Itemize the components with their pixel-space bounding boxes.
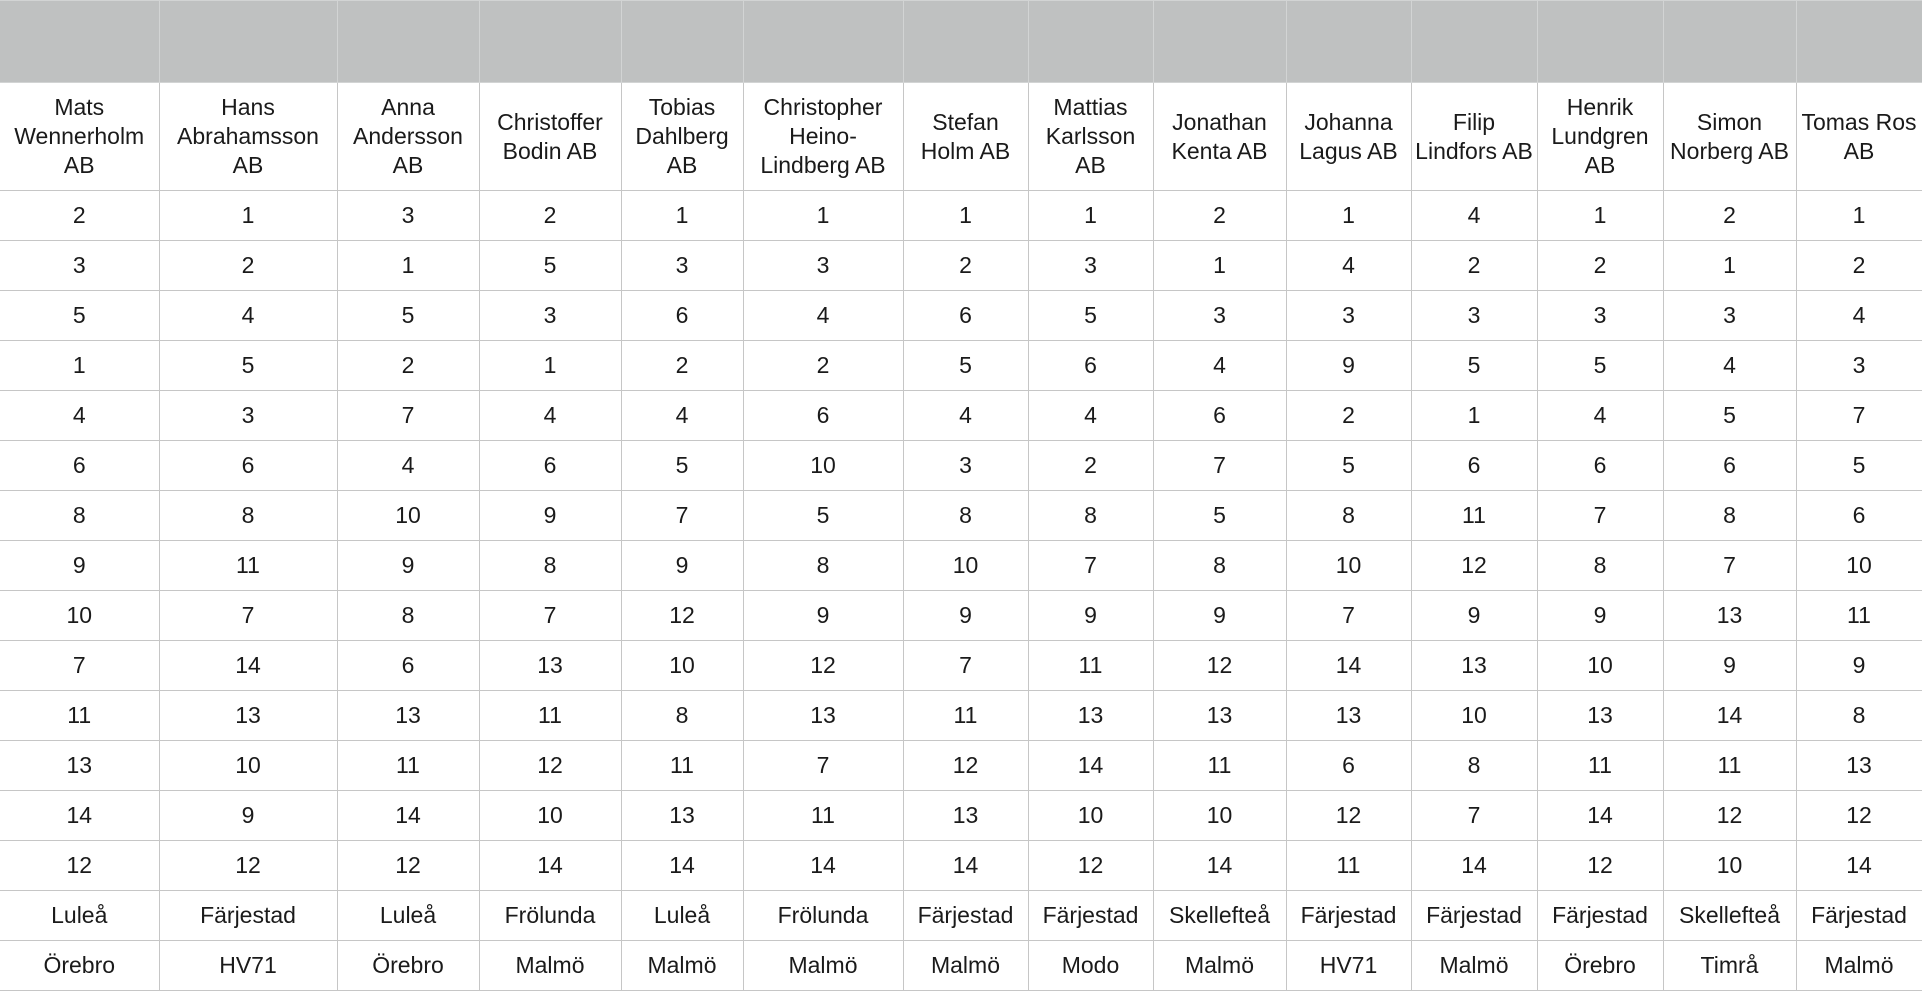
table-cell[interactable]: HV71 [159,941,337,991]
table-cell[interactable]: 5 [1537,341,1663,391]
table-cell[interactable]: 14 [743,841,903,891]
table-cell[interactable]: 1 [1286,191,1411,241]
table-cell[interactable]: 10 [159,741,337,791]
column-header-cell[interactable] [903,1,1028,83]
table-cell[interactable]: 7 [159,591,337,641]
table-row [0,241,1922,291]
table-cell[interactable]: Luleå [0,891,159,941]
table-cell[interactable]: 1 [621,191,743,241]
table-cell[interactable]: 13 [479,641,621,691]
table-cell[interactable]: 5 [903,341,1028,391]
table-row [0,891,1922,941]
table-cell[interactable]: 14 [1663,691,1796,741]
table-cell[interactable]: Färjestad [1411,891,1537,941]
table-cell[interactable]: 12 [621,591,743,641]
table-cell[interactable]: 5 [1153,491,1286,541]
table-cell[interactable]: 13 [1411,641,1537,691]
table-cell[interactable]: Malmö [1796,941,1922,991]
table-cell[interactable]: 4 [903,391,1028,441]
table-cell[interactable]: 8 [1537,541,1663,591]
table-cell[interactable]: 11 [337,741,479,791]
table-cell[interactable]: Timrå [1663,941,1796,991]
table-cell[interactable]: 7 [1286,591,1411,641]
table-cell[interactable]: 2 [159,241,337,291]
table-cell[interactable]: 12 [0,841,159,891]
table-cell[interactable]: 14 [1286,641,1411,691]
table-cell[interactable]: 9 [1796,641,1922,691]
header-cell[interactable]: Henrik Lundgren AB [1537,83,1663,191]
table-cell[interactable]: 8 [621,691,743,741]
table-cell[interactable]: 12 [1411,541,1537,591]
table-cell[interactable]: 6 [1153,391,1286,441]
table-cell[interactable]: 5 [159,341,337,391]
header-row [0,83,1922,191]
table-row [0,291,1922,341]
table-cell[interactable]: 11 [743,791,903,841]
table-cell[interactable]: 4 [479,391,621,441]
table-cell[interactable]: 11 [621,741,743,791]
column-header-cell[interactable] [621,1,743,83]
table-cell[interactable]: 13 [903,791,1028,841]
table-cell[interactable]: 1 [159,191,337,241]
table-cell[interactable]: 6 [479,441,621,491]
table-cell[interactable]: 5 [1411,341,1537,391]
table-cell[interactable]: 4 [1411,191,1537,241]
header-cell[interactable]: Johanna Lagus AB [1286,83,1411,191]
table-cell[interactable]: 9 [1153,591,1286,641]
table-cell[interactable]: 3 [1028,241,1153,291]
column-header-cell[interactable] [1537,1,1663,83]
table-cell[interactable]: 9 [159,791,337,841]
table-cell[interactable]: 6 [743,391,903,441]
table-cell[interactable]: 10 [1411,691,1537,741]
table-cell[interactable]: Malmö [903,941,1028,991]
table-cell[interactable]: 7 [0,641,159,691]
column-header-band [0,1,1922,83]
table-cell[interactable]: 6 [1411,441,1537,491]
table-row [0,791,1922,841]
table-cell[interactable]: 7 [1028,541,1153,591]
table-cell[interactable]: 1 [337,241,479,291]
table-cell[interactable]: 9 [479,491,621,541]
table-cell[interactable]: 5 [1286,441,1411,491]
table-cell[interactable]: 1 [0,341,159,391]
table-cell[interactable]: 9 [0,541,159,591]
table-cell[interactable]: 6 [1663,441,1796,491]
table-cell[interactable]: 10 [621,641,743,691]
table-cell[interactable]: 5 [1796,441,1922,491]
table-cell[interactable]: 8 [479,541,621,591]
table-cell[interactable]: 6 [621,291,743,341]
table-cell[interactable]: 11 [1537,741,1663,791]
table-cell[interactable]: 1 [903,191,1028,241]
table-cell[interactable]: Frölunda [743,891,903,941]
table-cell[interactable]: 8 [1411,741,1537,791]
table-cell[interactable]: 3 [621,241,743,291]
table-cell[interactable]: 9 [621,541,743,591]
table-cell[interactable]: 6 [337,641,479,691]
table-cell[interactable]: 3 [0,241,159,291]
table-cell[interactable]: Frölunda [479,891,621,941]
table-cell[interactable]: 9 [743,591,903,641]
table-cell[interactable]: 14 [1028,741,1153,791]
table-cell[interactable]: Malmö [479,941,621,991]
column-header-cell[interactable] [1286,1,1411,83]
table-cell[interactable]: 13 [1153,691,1286,741]
table-cell[interactable]: Färjestad [1796,891,1922,941]
table-cell[interactable]: 6 [1796,491,1922,541]
table-cell[interactable]: 7 [1411,791,1537,841]
table-cell[interactable]: 14 [621,841,743,891]
table-cell[interactable]: 7 [1153,441,1286,491]
table-cell[interactable]: 4 [0,391,159,441]
table-cell[interactable]: 1 [1411,391,1537,441]
table-cell[interactable]: 8 [1796,691,1922,741]
table-cell[interactable]: 12 [1796,791,1922,841]
table-cell[interactable]: 4 [1028,391,1153,441]
table-cell[interactable]: 3 [479,291,621,341]
table-cell[interactable]: 5 [621,441,743,491]
table-cell[interactable]: 14 [159,641,337,691]
table-cell[interactable]: 11 [479,691,621,741]
table-cell[interactable]: 14 [903,841,1028,891]
column-header-cell[interactable] [0,1,159,83]
table-cell[interactable]: 7 [903,641,1028,691]
table-cell[interactable]: 5 [1028,291,1153,341]
table-cell[interactable]: Örebro [337,941,479,991]
table-cell[interactable]: 10 [0,591,159,641]
table-cell[interactable]: 1 [743,191,903,241]
table-cell[interactable]: 13 [0,741,159,791]
table-cell[interactable]: 12 [1153,641,1286,691]
table-cell[interactable]: Skellefteå [1153,891,1286,941]
table-cell[interactable]: 11 [159,541,337,591]
table-cell[interactable]: 10 [903,541,1028,591]
table-cell[interactable]: 12 [1537,841,1663,891]
table-cell[interactable]: 2 [479,191,621,241]
table-cell[interactable]: 10 [743,441,903,491]
table-row [0,641,1922,691]
header-cell[interactable]: Christoffer Bodin AB [479,83,621,191]
table-row [0,541,1922,591]
table-cell[interactable]: 4 [621,391,743,441]
table-cell[interactable]: 13 [337,691,479,741]
table-cell[interactable]: Färjestad [903,891,1028,941]
column-header-cell[interactable] [1411,1,1537,83]
table-cell[interactable]: 4 [1153,341,1286,391]
table-cell[interactable]: 3 [337,191,479,241]
table-cell[interactable]: 14 [1153,841,1286,891]
table-cell[interactable]: 6 [1286,741,1411,791]
column-header-cell[interactable] [1796,1,1922,83]
table-cell[interactable]: 5 [743,491,903,541]
table-cell[interactable]: Malmö [1153,941,1286,991]
table-cell[interactable]: 7 [621,491,743,541]
table-cell[interactable]: 11 [1796,591,1922,641]
table-cell[interactable]: 10 [1153,791,1286,841]
table-cell[interactable]: 13 [1286,691,1411,741]
table-cell[interactable]: 5 [1663,391,1796,441]
table-cell[interactable]: 6 [1537,441,1663,491]
table-cell[interactable]: 11 [0,691,159,741]
table-row [0,491,1922,541]
table-cell[interactable]: 8 [1286,491,1411,541]
header-cell[interactable]: Christopher Heino-Lindberg AB [743,83,903,191]
table-cell[interactable]: 10 [1796,541,1922,591]
table-cell[interactable]: 5 [337,291,479,341]
table-cell[interactable]: 13 [1796,741,1922,791]
table-cell[interactable]: 7 [743,741,903,791]
column-header-cell[interactable] [743,1,903,83]
table-cell[interactable]: 3 [1286,291,1411,341]
table-cell[interactable]: 2 [1663,191,1796,241]
header-cell[interactable]: Anna Andersson AB [337,83,479,191]
table-cell[interactable]: 3 [1411,291,1537,341]
header-cell[interactable]: Mattias Karlsson AB [1028,83,1153,191]
table-cell[interactable]: 3 [159,391,337,441]
table-cell[interactable]: 6 [0,441,159,491]
table-cell[interactable]: 9 [1411,591,1537,641]
table-cell[interactable]: 12 [743,641,903,691]
table-cell[interactable]: 12 [337,841,479,891]
table-cell[interactable]: 6 [1028,341,1153,391]
table-cell[interactable]: 6 [159,441,337,491]
table-cell[interactable]: 11 [1411,491,1537,541]
table-cell[interactable]: 14 [1537,791,1663,841]
table-cell[interactable]: 1 [1153,241,1286,291]
table-cell[interactable]: 9 [1028,591,1153,641]
column-header-cell[interactable] [337,1,479,83]
table-cell[interactable]: 8 [743,541,903,591]
table-cell[interactable]: 14 [1411,841,1537,891]
column-header-cell[interactable] [1153,1,1286,83]
table-cell[interactable]: 5 [0,291,159,341]
table-cell[interactable]: 9 [903,591,1028,641]
table-row [0,391,1922,441]
table-cell[interactable]: 13 [159,691,337,741]
table-cell[interactable]: 11 [1663,741,1796,791]
table-cell[interactable]: 10 [337,491,479,541]
table-cell[interactable]: 8 [0,491,159,541]
table-cell[interactable]: 13 [1537,691,1663,741]
column-header-cell[interactable] [1028,1,1153,83]
table-cell[interactable]: Luleå [621,891,743,941]
column-header-cell[interactable] [159,1,337,83]
table-cell[interactable]: 8 [337,591,479,641]
table-cell[interactable]: 4 [1663,341,1796,391]
table-cell[interactable]: 3 [743,241,903,291]
table-cell[interactable]: 4 [743,291,903,341]
table-cell[interactable]: 2 [1796,241,1922,291]
table-cell[interactable]: 3 [1663,291,1796,341]
table-cell[interactable]: 8 [1663,491,1796,541]
table-cell[interactable]: Färjestad [159,891,337,941]
table-cell[interactable]: 11 [903,691,1028,741]
table-row [0,591,1922,641]
table-cell[interactable]: 10 [479,791,621,841]
table-row [0,741,1922,791]
table-cell[interactable]: 2 [1153,191,1286,241]
table-cell[interactable]: 7 [337,391,479,441]
table-cell[interactable]: 2 [1537,241,1663,291]
table-cell[interactable]: HV71 [1286,941,1411,991]
table-cell[interactable]: 11 [1286,841,1411,891]
table-row [0,691,1922,741]
table-cell[interactable]: 8 [1153,541,1286,591]
table-cell[interactable]: 1 [1663,241,1796,291]
table-cell[interactable]: 10 [1537,641,1663,691]
table-cell[interactable]: 2 [1028,441,1153,491]
table-cell[interactable]: 6 [903,291,1028,341]
table-cell[interactable]: 12 [903,741,1028,791]
table-cell[interactable]: 2 [0,191,159,241]
table-cell[interactable]: 10 [1028,791,1153,841]
table-cell[interactable]: Modo [1028,941,1153,991]
table-cell[interactable]: 3 [903,441,1028,491]
table-cell[interactable]: Örebro [1537,941,1663,991]
table-cell[interactable]: 1 [1537,191,1663,241]
table-cell[interactable]: 4 [1537,391,1663,441]
table-cell[interactable]: 11 [1028,641,1153,691]
table-cell[interactable]: 4 [1286,241,1411,291]
table-cell[interactable]: Skellefteå [1663,891,1796,941]
header-cell[interactable]: Mats Wennerholm AB [0,83,159,191]
table-cell[interactable]: Örebro [0,941,159,991]
table-row [0,941,1922,991]
table-cell[interactable]: 14 [337,791,479,841]
table-cell[interactable]: 11 [1153,741,1286,791]
table-cell[interactable]: 7 [1796,391,1922,441]
table-cell[interactable]: 7 [479,591,621,641]
table-cell[interactable]: Färjestad [1028,891,1153,941]
table-cell[interactable]: 2 [1411,241,1537,291]
table-row [0,841,1922,891]
table-cell[interactable]: 12 [1663,791,1796,841]
table-cell[interactable]: 1 [1796,191,1922,241]
table-cell[interactable]: Malmö [621,941,743,991]
table-cell[interactable]: 12 [479,741,621,791]
table-cell[interactable]: 3 [1153,291,1286,341]
header-cell[interactable]: Tobias Dahlberg AB [621,83,743,191]
table-cell[interactable]: Malmö [743,941,903,991]
table-cell[interactable]: 2 [903,241,1028,291]
table-cell[interactable]: 8 [1028,491,1153,541]
table-cell[interactable]: 8 [159,491,337,541]
table-cell[interactable]: 13 [1028,691,1153,741]
table-cell[interactable]: 9 [1663,641,1796,691]
header-cell[interactable]: Jonathan Kenta AB [1153,83,1286,191]
table-cell[interactable]: 5 [479,241,621,291]
header-cell[interactable]: Simon Norberg AB [1663,83,1796,191]
table-cell[interactable]: 14 [1796,841,1922,891]
header-cell[interactable]: Hans Abrahamsson AB [159,83,337,191]
table-cell[interactable]: 12 [1028,841,1153,891]
table-cell[interactable]: 4 [159,291,337,341]
table-cell[interactable]: 2 [743,341,903,391]
table-cell[interactable]: 3 [1796,341,1922,391]
table-cell[interactable]: 7 [1537,491,1663,541]
table-cell[interactable]: 14 [479,841,621,891]
header-cell[interactable]: Tomas Ros AB [1796,83,1922,191]
table-cell[interactable]: 9 [1537,591,1663,641]
table-row [0,341,1922,391]
table-cell[interactable]: Färjestad [1537,891,1663,941]
header-cell[interactable]: Filip Lindfors AB [1411,83,1537,191]
table-cell[interactable]: 12 [159,841,337,891]
table-cell[interactable]: 7 [1663,541,1796,591]
table-cell[interactable]: Luleå [337,891,479,941]
table-cell[interactable]: 10 [1663,841,1796,891]
table-cell[interactable]: 9 [337,541,479,591]
table-cell[interactable]: 13 [1663,591,1796,641]
table-cell[interactable]: 2 [621,341,743,391]
table-cell[interactable]: Malmö [1411,941,1537,991]
table-cell[interactable]: 13 [743,691,903,741]
table-cell[interactable]: 9 [1286,341,1411,391]
table-cell[interactable]: 1 [479,341,621,391]
table-cell[interactable]: 14 [0,791,159,841]
table-cell[interactable]: 1 [1028,191,1153,241]
table-cell[interactable]: 13 [621,791,743,841]
table-cell[interactable]: 10 [1286,541,1411,591]
table-row [0,441,1922,491]
column-header-cell[interactable] [479,1,621,83]
table-cell[interactable]: 3 [1537,291,1663,341]
column-header-cell[interactable] [1663,1,1796,83]
table-cell[interactable]: 2 [337,341,479,391]
table-cell[interactable]: 2 [1286,391,1411,441]
table-cell[interactable]: 4 [1796,291,1922,341]
table-cell[interactable]: 8 [903,491,1028,541]
table-row [0,191,1922,241]
table-cell[interactable]: 12 [1286,791,1411,841]
table-cell[interactable]: 4 [337,441,479,491]
header-cell[interactable]: Stefan Holm AB [903,83,1028,191]
table-cell[interactable]: Färjestad [1286,891,1411,941]
